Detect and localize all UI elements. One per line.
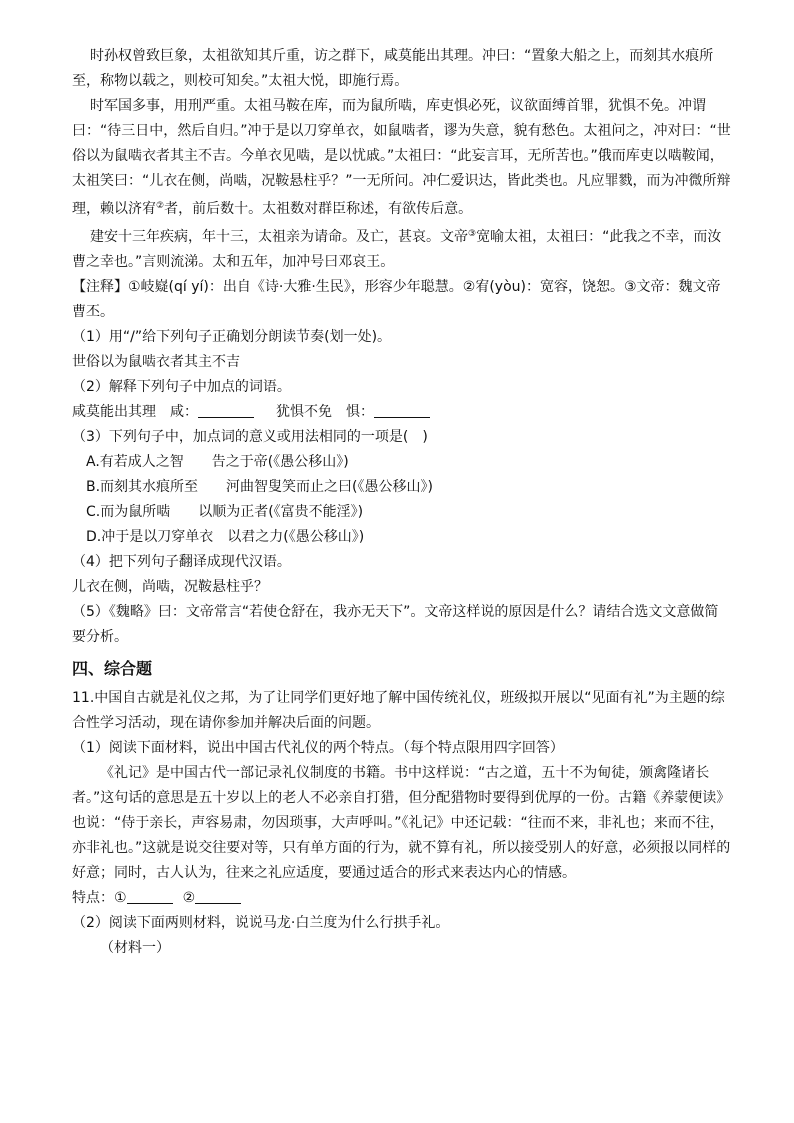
document-page — [72, 44, 732, 961]
question-2-items — [72, 400, 732, 425]
answer-blank[interactable] — [374, 403, 430, 418]
passage-text: 宽喻太祖，太祖曰：“此我之不幸，而汝曹之幸也。”言则流涕。太和五年，加冲号曰邓哀王。 — [72, 229, 722, 270]
question-11-sub-1: （1）阅读下面材料，说出中国古代礼仪的两个特点。（每个特点限用四字回答） — [72, 740, 564, 756]
question-11: 11.中国自古就是礼仪之邦，为了让同学们更好地了解中国传统礼仪，班级拟开展以“见面有礼”为主题的综合性学习活动，现在请你参加并解决后面的问题。 — [72, 690, 725, 731]
question-1: （1）用“/”给下列句子正确划分朗读节奏(划一处)。 — [72, 329, 392, 345]
question-5: （5）《魏略》曰：文帝常言“若使仓舒在，我亦无天下”。文帝这样说的原因是什么？请结合选文文意做简要分析。 — [72, 604, 719, 645]
features-line — [72, 886, 732, 911]
answer-blank[interactable] — [195, 889, 241, 904]
passage-text: 时军国多事，用刑严重。太祖马鞍在库，而为鼠所啮，库吏惧必死，议欲面缚首罪，犹惧不免。冲谓曰：“待三日中，然后自归。”冲于是以刀穿单衣，如鼠啮者，谬为失意，貌有愁色。太祖问之，冲对曰：“世俗以为鼠啮衣者其主不吉。今单衣见啮，是以忧戚。”太祖曰：“此妄言耳，无所苦也。”俄而库吏以啮鞍闻，太祖笑曰：“儿衣在侧，尚啮，况鞍悬柱乎？”一无所问。冲仁爱识达，皆此类也。凡应罪戮，而为冲微所辩理，赖以济宥 — [72, 98, 731, 217]
option-b[interactable]: B.而刻其水痕所至 河曲智叟笑而止之曰(《愚公移山》) — [86, 479, 433, 495]
passage-paragraph-3 — [72, 222, 732, 275]
features-mark-2: ② — [182, 890, 196, 906]
question-4-sentence: 儿衣在侧，尚啮，况鞍悬柱乎？ — [72, 579, 268, 595]
option-d[interactable]: D.冲于是以刀穿单衣 以君之力(《愚公移山》) — [86, 529, 365, 545]
question-2-item-1: 咸莫能出其理 咸： — [72, 404, 198, 420]
passage-paragraph-2 — [72, 94, 732, 222]
option-a[interactable]: A.有若成人之智 告之于帝(《愚公移山》) — [86, 454, 349, 470]
option-c[interactable]: C.而为鼠所啮 以顺为正者(《富贵不能淫》) — [86, 504, 364, 520]
question-2: （2）解释下列句子中加点的词语。 — [72, 379, 291, 395]
question-4: （4）把下列句子翻译成现代汉语。 — [72, 554, 291, 570]
question-1-sentence: 世俗以为鼠啮衣者其主不吉 — [72, 354, 240, 370]
question-2-item-2: 犹惧不免 惧： — [276, 404, 374, 420]
passage-paragraph-1 — [72, 44, 732, 94]
question-11-sub-2: （2）阅读下面两则材料，说说马龙·白兰度为什么行拱手礼。 — [72, 915, 450, 931]
answer-blank[interactable] — [198, 403, 254, 418]
answer-blank[interactable] — [127, 889, 173, 904]
passage-text: 时孙权曾致巨象，太祖欲知其斤重，访之群下，咸莫能出其理。冲曰：“置象大船之上，而刻其水痕所至，称物以载之，则校可知矣。”太祖大悦，即施行焉。 — [72, 48, 714, 89]
footnote-mark: ② — [156, 201, 165, 211]
passage-text: 建安十三年疾病，年十三，太祖亲为请命。及亡，甚哀。文帝 — [90, 229, 468, 245]
footnote-mark: ③ — [468, 229, 477, 239]
features-label: 特点：① — [72, 890, 127, 906]
material-1-label: （材料一） — [100, 940, 170, 956]
material-paragraph: 《礼记》是中国古代一部记录礼仪制度的书籍。书中这样说：“古之道，五十不为甸徒，颁禽隆诸长者。”这句话的意思是五十岁以上的老人不必亲自打猎，但分配猎物时要得到优厚的一份。古籍《养蒙便读》也说：“侍于亲长，声容易肃，勿因琐事，大声呼叫。”《礼记》中还记载：“往而不来，非礼也；来而不往，亦非礼也。”这就是说交往要对等，只有单方面的行为，就不算有礼，所以接受别人的好意，必须报以同样的好意；同时，古人认为，往来之礼应适度，要通过适合的形式来表达内心的情感。 — [72, 765, 731, 881]
notes: 【注释】①岐嶷(qí yí)：出自《诗·大雅·生民》，形容少年聪慧。②宥(yòu)：宽容，饶恕。③文帝：魏文帝曹丕。 — [72, 279, 721, 320]
section-heading: 四、综合题 — [72, 659, 153, 678]
question-3: （3）下列句子中，加点词的意义或用法相同的一项是( ) — [72, 429, 428, 445]
passage-text: 者，前后数十。太祖数对群臣称述，有欲传后意。 — [164, 201, 473, 217]
